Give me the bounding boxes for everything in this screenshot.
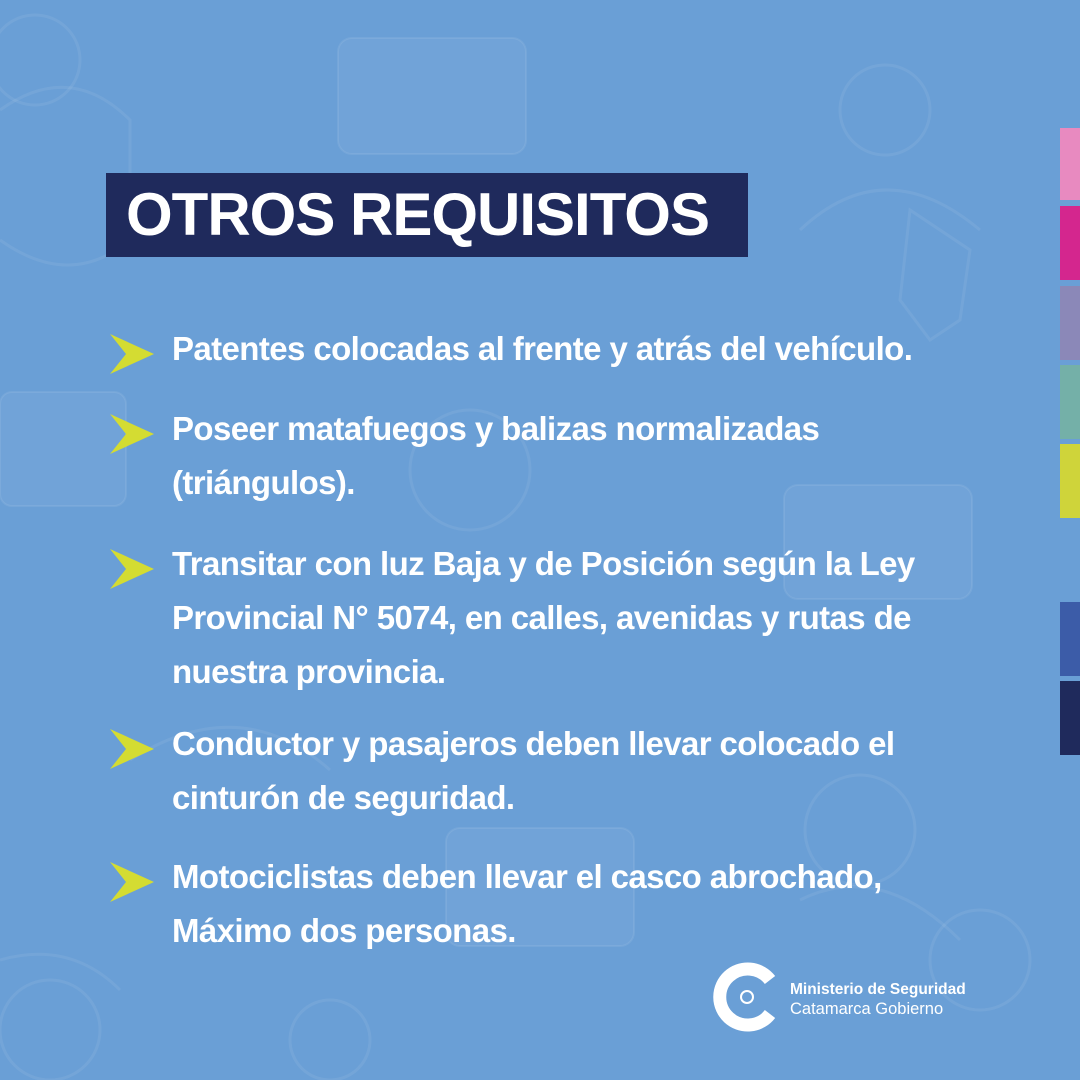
requirement-text: Transitar con luz Baja y de Posición según la Ley Provincial N° 5074, en calles, avenidas y rutas de nuestra provincia. xyxy=(172,545,915,690)
side-strip-pink xyxy=(1060,128,1080,200)
side-strip-magenta xyxy=(1060,206,1080,280)
side-strip-lavender xyxy=(1060,286,1080,360)
chevron-right-icon xyxy=(108,410,156,458)
chevron-right-icon xyxy=(108,725,156,773)
chevron-right-icon xyxy=(108,330,156,378)
side-strip-yellow xyxy=(1060,444,1080,518)
chevron-right-icon xyxy=(108,545,156,593)
requirement-text: Patentes colocadas al frente y atrás del vehículo. xyxy=(172,330,913,367)
logo-government-name: Catamarca Gobierno xyxy=(790,1000,944,1018)
requirement-text: Conductor y pasajeros deben llevar colocado el cinturón de seguridad. xyxy=(172,725,895,816)
page-title: OTROS REQUISITOS xyxy=(126,181,709,248)
ministry-logo xyxy=(712,962,982,1034)
side-strip-blue xyxy=(1060,602,1080,676)
title-banner xyxy=(106,173,748,257)
catamarca-c-logo-icon xyxy=(712,962,782,1032)
side-strip-teal xyxy=(1060,365,1080,439)
chevron-right-icon xyxy=(108,858,156,906)
requirement-text: Motociclistas deben llevar el casco abrochado, Máximo dos personas. xyxy=(172,858,882,949)
side-strip-navy xyxy=(1060,681,1080,755)
logo-ministry-name: Ministerio de Seguridad xyxy=(790,981,966,998)
requirement-text: Poseer matafuegos y balizas normalizadas (triángulos). xyxy=(172,410,820,501)
